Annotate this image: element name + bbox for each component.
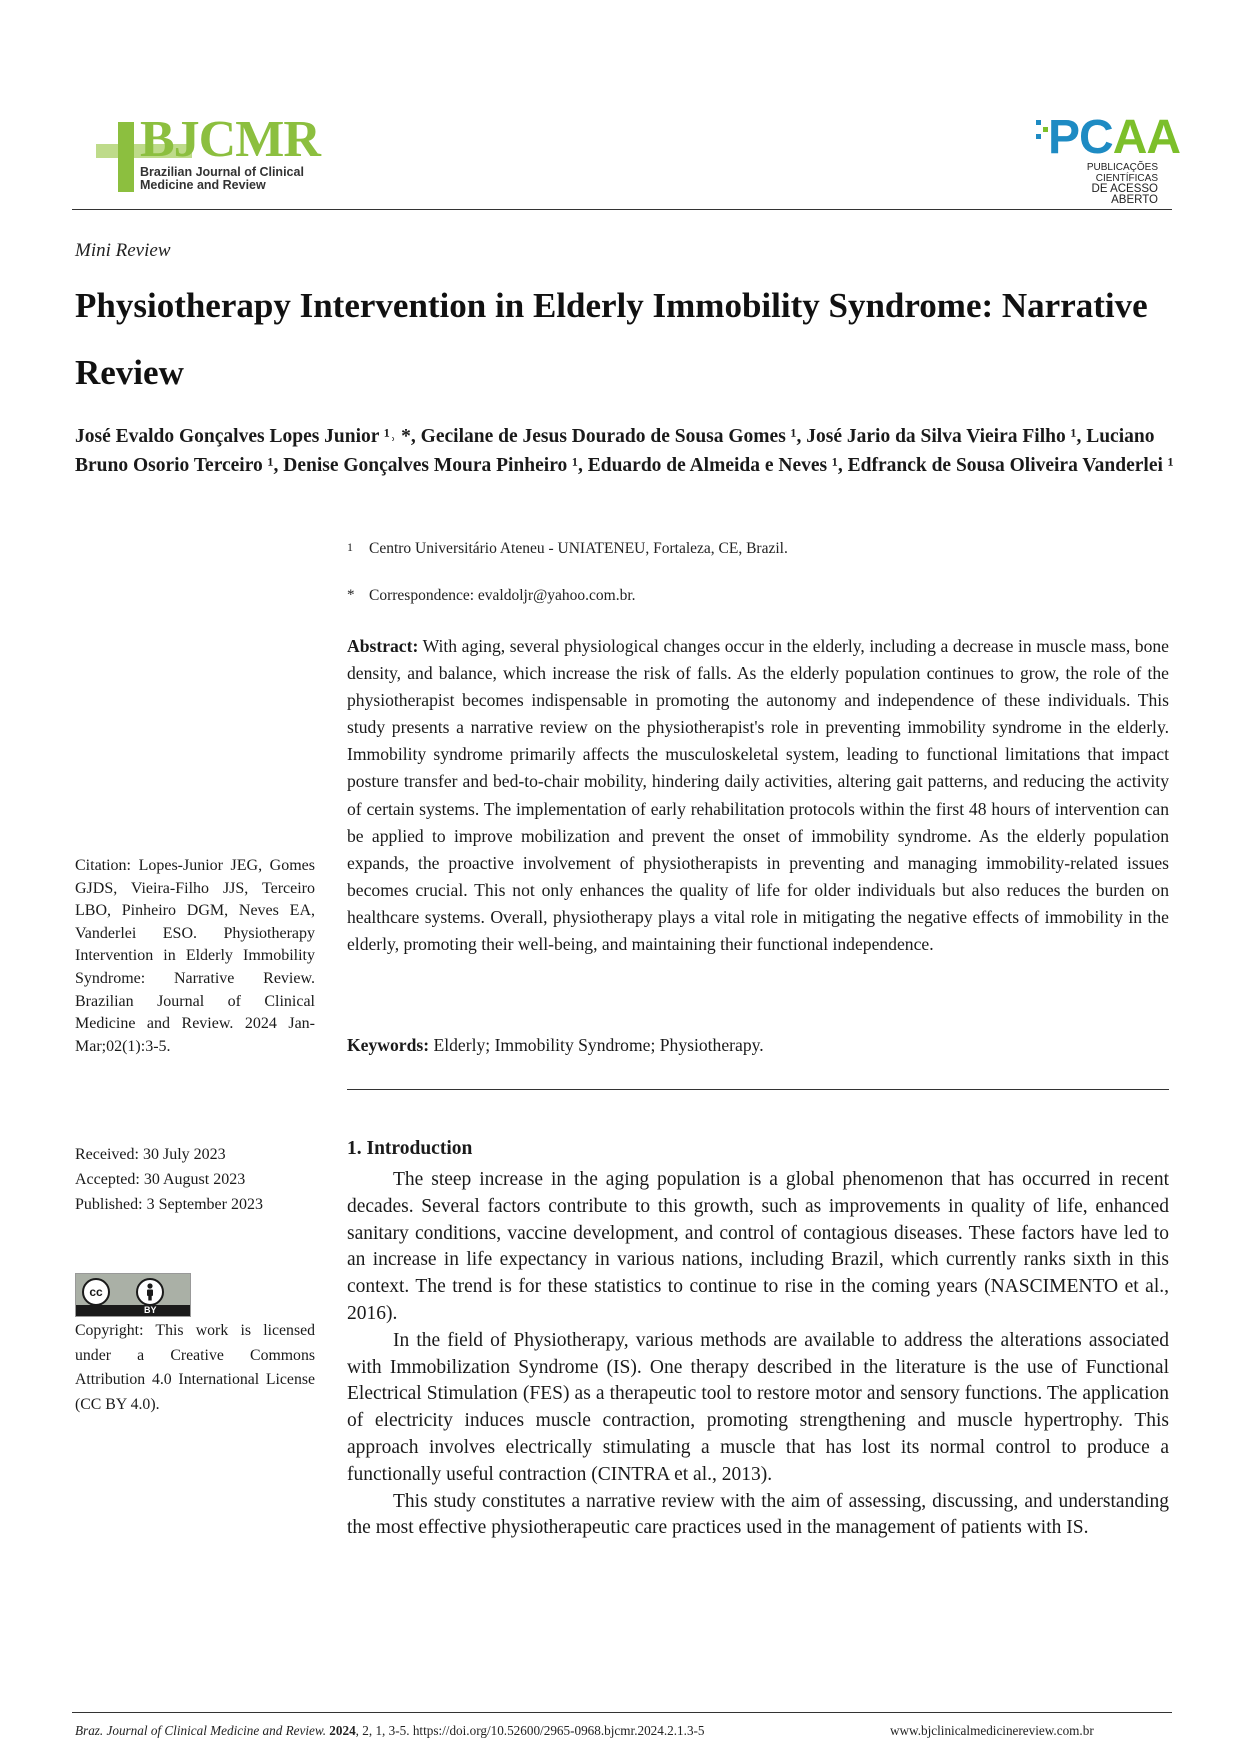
- journal-logo: [96, 111, 326, 198]
- footer-divider: [72, 1712, 1172, 1713]
- footer-citation: [75, 1723, 705, 1739]
- publisher-logo: [1040, 111, 1181, 206]
- introduction-body: [347, 1167, 1169, 1542]
- logo-pixel: [1036, 120, 1041, 125]
- received-date: Received: 30 July 2023: [75, 1146, 226, 1163]
- citation: Citation: Lopes-Junior JEG, Gomes GJDS, Vieira-Filho JJS, Terceiro LBO, Pinheiro DGM, Neves EA, Vanderlei ESO. Physiotherapy Intervention in Elderly Immobility Syndrome: Narrative Review. Brazilian Journal of Clinical Medicine and Review. 2024 Jan-Mar;02(1):3-5.: [75, 857, 315, 1055]
- publisher-logo-aa: AA: [1112, 111, 1181, 164]
- article-title: Physiotherapy Intervention in Elderly Immobility Syndrome: Narrative Review: [75, 286, 1148, 392]
- published-date: Published: 3 September 2023: [75, 1196, 263, 1213]
- correspondence-mark: *: [347, 587, 355, 603]
- footer-doi[interactable]: , 2, 1, 3-5. https://doi.org/10.52600/2965-0968.bjcmr.2024.2.1.3-5: [355, 1723, 705, 1738]
- keywords-label: Keywords:: [347, 1035, 430, 1055]
- logo-pixel: [1036, 134, 1041, 139]
- footer-website-link[interactable]: www.bjclinicalmedicinereview.com.br: [890, 1723, 1094, 1738]
- by-label: BY: [144, 1305, 157, 1315]
- header-divider: [72, 209, 1172, 210]
- logo-cross-vertical: [118, 122, 134, 192]
- publisher-logo-pc: PC: [1048, 111, 1113, 164]
- affiliation-1: [347, 540, 788, 558]
- article-type: Mini Review: [75, 240, 171, 261]
- affiliation-mark: 1: [347, 540, 353, 554]
- journal-logo-subtitle-line2: Medicine and Review: [140, 178, 266, 192]
- abstract-divider: [347, 1089, 1169, 1090]
- correspondence: [347, 587, 636, 605]
- paragraph: This study constitutes a narrative review with the aim of assessing, discussing, and understanding the most effective physiotherapeutic care practices used in the management of patients with IS.: [347, 1490, 1169, 1539]
- person-icon: [136, 1278, 164, 1306]
- publisher-logo-line1: PUBLICAÇÕES CIENTÍFICAS: [1086, 162, 1158, 184]
- abstract: [347, 633, 1169, 958]
- keywords: [347, 1035, 1169, 1056]
- abstract-text: With aging, several physiological changes occur in the elderly, including a decrease in muscle mass, bone density, and balance, which increase the risk of falls. As the elderly population continues to grow, the role of the physiotherapist becomes indispensable in promoting the autonomy and independence of these individuals. This study presents a narrative review on the physiotherapist's role in preventing immobility syndrome in the elderly. Immobility syndrome primarily affects the musculoskeletal system, leading to functional limitations that impact posture transfer and bed-to-chair mobility, hindering daily activities, altering gait patterns, and reducing the activity of certain systems. The implementation of early rehabilitation protocols within the first 48 hours of intervention can be applied to improve mobilization and prevent the onset of immobility syndrome. As the elderly population expands, the proactive involvement of physiotherapists in preventing and managing immobility-related issues becomes crucial. This not only enhances the quality of life for older individuals but also reduces the burden on healthcare systems. Overall, physiotherapy plays a vital role in mitigating the negative effects of immobility in the elderly, promoting their well-being, and maintaining their functional independence.: [347, 636, 1169, 955]
- paragraph: In the field of Physiotherapy, various methods are available to address the alterations associated with Immobilization Syndrome (IS). One therapy described in the literature is the use of Functional Electrical Stimulation (FES) as a therapeutic tool to restore motor and sensory functions. The application of electricity induces muscle contraction, promoting strengthening and muscle hypertrophy. This approach involves electrically stimulating a muscle that has lost its normal control to produce a functionally useful contraction (CINTRA et al., 2013).: [347, 1329, 1169, 1485]
- journal-logo-acronym: BJCMR: [140, 111, 320, 168]
- affiliation-text: Centro Universitário Ateneu - UNIATENEU, Fortaleza, CE, Brazil.: [369, 540, 788, 557]
- footer-year: 2024: [329, 1723, 356, 1738]
- accepted-date: Accepted: 30 August 2023: [75, 1171, 246, 1188]
- cc-icon: cc: [82, 1278, 110, 1306]
- journal-logo-subtitle: [140, 166, 304, 192]
- publication-dates: [75, 1142, 263, 1217]
- person-icon-glyph: [138, 1280, 162, 1304]
- correspondence-text: Correspondence: evaldoljr@yahoo.com.br.: [369, 587, 636, 604]
- keywords-text: Elderly; Immobility Syndrome; Physiotherapy.: [433, 1035, 764, 1055]
- abstract-label: Abstract:: [347, 636, 419, 656]
- publisher-logo-line2: DE ACESSO ABERTO: [1091, 183, 1158, 206]
- cc-by-badge[interactable]: [75, 1273, 191, 1317]
- paragraph: The steep increase in the aging population is a global phenomenon that has occurred in recent decades. Several factors contribute to this growth, such as improvements in quality of life, enhanced sanitary conditions, vaccine development, and control of contagious diseases. These factors have led to an increase in life expectancy in various nations, including Brazil, which currently ranks sixth in this context. The trend is for these statistics to continue to rise in the coming years (NASCIMENTO et al., 2016).: [347, 1169, 1169, 1324]
- author-list: José Evaldo Gonçalves Lopes Junior ¹˒ *, Gecilane de Jesus Dourado de Sousa Gomes ¹, José Jario da Silva Vieira Filho ¹, Luciano Bruno Osorio Terceiro ¹, Denise Gonçalves Moura Pinheiro ¹, Eduardo de Almeida e Neves ¹, Edfranck de Sousa Oliveira Vanderlei ¹: [75, 426, 1174, 476]
- footer-journal: Braz. Journal of Clinical Medicine and Review.: [75, 1723, 326, 1738]
- publisher-logo-mark: [1048, 110, 1180, 165]
- section-heading-introduction: 1. Introduction: [347, 1138, 473, 1159]
- journal-logo-subtitle-line1: Brazilian Journal of Clinical: [140, 165, 304, 179]
- copyright-notice: Copyright: This work is licensed under a Creative Commons Attribution 4.0 International License (CC BY 4.0).: [75, 1322, 315, 1413]
- publisher-logo-subtitle: [1052, 162, 1158, 206]
